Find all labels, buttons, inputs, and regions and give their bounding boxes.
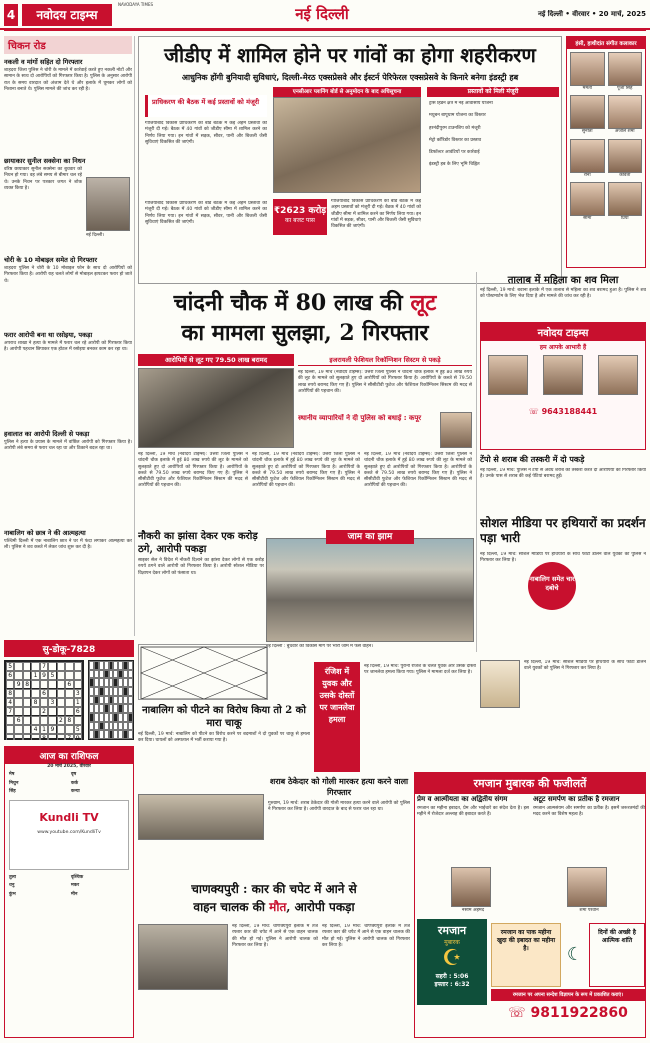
- rashi-item: कर्क: [71, 780, 79, 786]
- sudoku-title: सु-डोकू-7828: [4, 640, 134, 657]
- masthead: [0, 0, 650, 30]
- contractor-photo: [138, 794, 264, 840]
- pond-headline: तालाब में महिला का शव मिला: [507, 275, 619, 286]
- page-number: 4: [4, 4, 18, 26]
- ad-tagline: हम आपके आभारी हैं: [539, 344, 587, 351]
- ramzan-col2-body: रमजान आत्मसंयम और समर्पण का प्रतीक है। इसमें जरूरतमंदों की मदद करने का विशेष महत्व है।: [533, 806, 645, 818]
- sudoku-cell: [65, 725, 73, 734]
- story-headline: चोरी के 10 मोबाइल समेत दो गिरफ्तार: [4, 256, 98, 264]
- sudoku-cell: [14, 734, 22, 740]
- sudoku-cell: 8: [31, 698, 39, 707]
- cartoon-image: [480, 660, 520, 708]
- sudoku-cell: 9: [74, 734, 82, 740]
- sudoku-cell: [6, 734, 14, 740]
- sudoku-cell: [14, 662, 22, 671]
- tempo-headline: टेंपो से शराब की तस्करी में दो पकड़े: [480, 454, 585, 464]
- rashi-item: कुंभ: [9, 891, 16, 897]
- sudoku-cell: [65, 698, 73, 707]
- rashi-item: मीन: [71, 891, 78, 897]
- person-photo-2: [567, 867, 607, 907]
- trader-photo: [440, 412, 472, 448]
- person-name-2: शमा परवीन: [579, 908, 599, 913]
- sudoku-cell: [57, 671, 65, 680]
- ad-brand: नवोदय टाइम्स: [481, 323, 645, 341]
- winner-card: रीना: [570, 139, 605, 179]
- sudoku-cell: [23, 662, 31, 671]
- winner-card: ममता: [570, 52, 605, 92]
- sudoku-cell: [23, 671, 31, 680]
- left-column: [4, 36, 132, 636]
- sudoku-cell: 8: [6, 689, 14, 698]
- winner-card: सीमा: [570, 182, 605, 222]
- obituary-photo: [86, 177, 130, 231]
- chanakya-story: [138, 880, 410, 1040]
- rashi-item: तुला: [9, 875, 16, 881]
- column-title: चिकन रोड: [4, 36, 132, 54]
- accident-photo: [138, 924, 228, 990]
- shot-body: गुरुग्राम, 19 मार्च: शराब ठेकेदार की गोली मारकर हत्या करने वाले आरोपी को पुलिस ने गिरफ्तार कर लिया है। आरोपी वारदात के बाद से फरार चल रहा था।: [268, 801, 410, 813]
- sudoku-cell: [57, 698, 65, 707]
- story-headline: हवालात का आरोपी दिल्ली से पकड़ा: [4, 430, 90, 438]
- ramzan-section: [414, 772, 646, 1038]
- shot-headline: शराब ठेकेदार को गोली मारकर हत्या करने वाला गिरफ्तार: [269, 776, 409, 797]
- rashi-item: वृश्चिक: [71, 875, 84, 881]
- sudoku-cell: [48, 734, 56, 740]
- section-title: नई दिल्ली: [295, 5, 349, 23]
- knife-body: नई दिल्ली, 19 मार्च: नाबालिग को पीटने का विरोध करने पर बदमाशों ने दो युवकों पर चाकू से हमला कर दिया। घायलों को अस्पताल में भर्ती कराया गया है।: [138, 732, 310, 744]
- price-badge: [273, 199, 327, 235]
- ramzan-col2-head: अटूट समर्पण का प्रतीक है रमजान: [533, 795, 620, 803]
- recovery-subhead: आरोपियों से लूट गए 79.50 लाख बरामद: [138, 354, 294, 366]
- lead-box-label: प्राधिकरण की बैठक में कई प्रस्तावों को मंजूरी: [145, 95, 267, 117]
- prize-box: [566, 36, 646, 268]
- sudoku-cell: 5: [6, 662, 14, 671]
- ramzan-col1-body: रमजान का महीना इबादत, प्रेम और भाईचारे का संदेश देता है। इस महीने में रोजेदार अल्लाह की इबादत करते हैं।: [417, 806, 529, 818]
- rivalry-story: [314, 662, 360, 772]
- rashi-item: कन्या: [71, 788, 80, 794]
- sudoku-cell: 7: [40, 662, 48, 671]
- approval-point: मेट्रो कॉरिडोर विस्तार का प्रस्ताव: [429, 137, 482, 143]
- story-body: अपराध शाखा ने हत्या के मामले में फरार चल रहे आरोपी को गिरफ्तार किया है। आरोपी पहचान छिपाकर एक होटल में रसोइया बनकर काम कर रहा था।: [4, 341, 132, 353]
- winner-card: कविता: [608, 139, 643, 179]
- horoscope-box: [4, 746, 134, 1038]
- kundli-url[interactable]: www.youtube.com/KundliTv: [37, 830, 101, 836]
- ramzan-col2: [533, 795, 645, 915]
- sudoku-cell: [48, 662, 56, 671]
- rashi-item: सिंह: [9, 788, 16, 794]
- price-amount: ₹2623 करोड़: [273, 206, 327, 216]
- job-headline: नौकरी का झांसा देकर एक करोड़ ठगे, आरोपी पकड़ा: [138, 531, 258, 555]
- job-body: साइबर सेल ने विदेश में नौकरी दिलाने का झांसा देकर लोगों से एक करोड़ रुपये ठगने वाले आरोपी को गिरफ्तार किया है। आरोपी सोशल मीडिया पर विज्ञापन देकर लोगों को फंसाता था।: [138, 558, 264, 576]
- rashi-item: मिथुन: [9, 780, 19, 786]
- meeting-photo: [273, 97, 421, 193]
- knife-headline: नाबालिग को पीटने का विरोध किया तो 2 को मारा चाकू: [142, 705, 306, 729]
- ramzan-quote-2: दिनों की अच्छी है आत्मिक शांति: [589, 923, 645, 987]
- sudoku-cell: 8: [65, 716, 73, 725]
- sudoku-cell: 1: [74, 698, 82, 707]
- lead-body-lower: गाजियाबाद विकास प्राधिकरण की बोर्ड बैठक में कई अहम प्रस्तावों को मंजूरी दी गई। बैठक में 40 गांवों को जीडीए सीमा में शामिल करने का निर्णय लिया गया। इन गांवों में सड़क, सीवर, पानी और बिजली जैसी सुविधाएं विकसित की जाएंगी।: [145, 201, 267, 225]
- sudoku-cell: [31, 734, 39, 740]
- sudoku-cell: [48, 707, 56, 716]
- chanakya-headline: चाणक्यपुरी : कार की चपेट में आने से वाहन चालक की मौत, आरोपी पकड़ा: [191, 882, 357, 914]
- sudoku-cell: [74, 716, 82, 725]
- sudoku-cell: [48, 689, 56, 698]
- sudoku-cell: 4: [6, 698, 14, 707]
- tempo-body: नई दिल्ली, 19 मार्च: पुलिस ने टेंपो से अवैध शराब की तस्करी करते दो आरोपियों को गिरफ्तार किया है। उनके पास से शराब की कई पेटियां बरामद हुईं।: [480, 468, 646, 480]
- chanakya-body: नई दिल्ली, 19 मार्च: चाणक्यपुरी इलाके में तेज रफ्तार कार की चपेट में आने से एक वाहन चालक की मौत हो गई। पुलिस ने आरोपी चालक को गिरफ्तार कर लिया है।: [232, 924, 318, 948]
- sudoku-cell: 7: [6, 707, 14, 716]
- sudoku-cell: [14, 707, 22, 716]
- chandni-body: नई दिल्ली, 19 मार्च (नवोदय टाइम्स): उत्तरी जिला पुलिस ने चांदनी चौक इलाके में हुई 80 लाख रुपये की लूट के मामले को सुलझाते हुए दो आरोपियों को गिरफ्तार किया है। आरोपियों के कब्जे से 79.50 लाख रुपये बरामद किए गए हैं। पुलिस ने सीसीटीवी फुटेज और फेशियल रिकॉग्निशन सिस्टम की मदद से आरोपियों की पहचान की।: [138, 452, 248, 489]
- lead-subhead: आधुनिक होंगी बुनियादी सुविधाएं, दिल्ली-मेरठ एक्सप्रेसवे और ईस्टर्न पेरिफेरल एक्सप्रेसवे के किनारे बनेगा इंडस्ट्री हब: [181, 73, 519, 82]
- accused-photo: [138, 368, 294, 448]
- rivalry-headline: रंजिश में युवक और उसके दोस्तों पर जानलेवा हमला: [319, 667, 355, 724]
- person-photo-1: [451, 867, 491, 907]
- sudoku-cell: [31, 662, 39, 671]
- kundli-chart: [138, 644, 268, 700]
- sudoku-cell: 9: [14, 680, 22, 689]
- sudoku-cell: [23, 734, 31, 740]
- jam-section: [266, 530, 474, 654]
- story-body: शाहदरा जिला पुलिस ने चोरी के मामले में कार्रवाई करते हुए नकली नोटों और सामान के साथ दो आरोपियों को गिरफ्तार किया है। पुलिस के अनुसार आरोपी रात के समय वारदात को अंजाम देते थे और इलाके में घूमकर लोगों को निशाना बनाते थे। पुलिस मामले की जांच कर रही है।: [4, 68, 132, 92]
- sudoku-cell: 5: [48, 671, 56, 680]
- sudoku-cell: [40, 698, 48, 707]
- sudoku-cell: 6: [74, 707, 82, 716]
- sudoku-cell: 8: [23, 680, 31, 689]
- jam-banner: जाम का झाम: [326, 530, 414, 544]
- approval-point: मधुबन बापूधाम योजना का विस्तार: [429, 113, 486, 119]
- ramzan-col1: [417, 795, 529, 915]
- sudoku-cell: 6: [6, 671, 14, 680]
- sudoku-cell: [57, 707, 65, 716]
- mosque-icon: ☪: [442, 946, 462, 971]
- winner-card: पूजा सिंह: [608, 52, 643, 92]
- sudoku-cell: [57, 734, 65, 740]
- sudoku-cell: 3: [48, 698, 56, 707]
- pond-body: नई दिल्ली, 19 मार्च: बवाना इलाके में एक तालाब से महिला का शव बरामद हुआ है। पुलिस ने शव को पोस्टमार्टम के लिए भेज दिया है और मामले की जांच कर रही है।: [480, 288, 646, 300]
- chanakya-body-col2: नई दिल्ली, 19 मार्च: चाणक्यपुरी इलाके में तेज रफ्तार कार की चपेट में आने से एक वाहन चालक की मौत हो गई। पुलिस ने आरोपी चालक को गिरफ्तार कर लिया है।: [322, 924, 410, 948]
- sudoku-cell: [6, 725, 14, 734]
- lead-headline: जीडीए में शामिल होने पर गांवों का होगा शहरीकरण: [164, 43, 536, 67]
- lead-story: [138, 36, 562, 284]
- sudoku-cell: [31, 689, 39, 698]
- approval-banner: प्रस्तावों को मिली मंजूरी: [427, 87, 559, 97]
- sudoku-cell: 2: [40, 707, 48, 716]
- weapons-body-continued: नई दिल्ली, 19 मार्च: सोशल मीडिया पर हथियारों के साथ फोटो डालने वाले युवकों को पुलिस ने गिरफ्तार कर लिया है।: [524, 660, 646, 672]
- ramzan-quote-1: रमजान का पाक महीना खुदा की इबादत का महीना है।: [491, 923, 561, 987]
- ramzan-timing-card: [417, 919, 487, 1005]
- sudoku-cell: [14, 671, 22, 680]
- sudoku-cell: [65, 662, 73, 671]
- chandni-body-col2: नई दिल्ली, 19 मार्च (नवोदय टाइम्स): उत्तरी जिला पुलिस ने चांदनी चौक इलाके में हुई 80 लाख रुपये की लूट के मामले को सुलझाते हुए दो आरोपियों को गिरफ्तार किया है। आरोपियों के कब्जे से 79.50 लाख रुपये बरामद किए गए हैं। पुलिस ने सीसीटीवी फुटेज और फेशियल रिकॉग्निशन सिस्टम की मदद से आरोपियों की पहचान की।: [252, 452, 360, 489]
- rivalry-body: नई दिल्ली, 19 मार्च: पुरानी रंजिश के चलते युवक और उसके दोस्तों पर जानलेवा हमला किया गया। पुलिस ने मामला दर्ज कर लिया है।: [364, 664, 476, 676]
- crossword-grid: [88, 660, 134, 740]
- approval-point: हरनंदीपुरम टाउनशिप को मंजूरी: [429, 125, 481, 131]
- arrest-badge: नाबालिग समेत चार दबोचे: [528, 562, 576, 610]
- prize-box-title: हंसी, हाथीदांत संगीत कलाकार: [567, 37, 645, 49]
- sudoku-cell: [31, 680, 39, 689]
- sudoku-cell: [23, 725, 31, 734]
- weapons-body: नई दिल्ली, 19 मार्च: सोशल मीडिया पर हथियारों के साथ फोटो डालने वाले युवकों को पुलिस ने गिरफ्तार कर लिया है।: [480, 552, 646, 564]
- obituary-body: वरिष्ठ छायाकार सुनील सक्सेना का बुधवार को निधन हो गया। वह लंबे समय से बीमार चल रहे थे। उनके निधन पर पत्रकार जगत ने शोक व्यक्त किया है।: [4, 167, 82, 191]
- sudoku-cell: [6, 716, 14, 725]
- sudoku-cell: [65, 671, 73, 680]
- sudoku-cell: [14, 689, 22, 698]
- sudoku-cell: [74, 680, 82, 689]
- lead-body: गाजियाबाद विकास प्राधिकरण की बोर्ड बैठक में कई अहम प्रस्तावों को मंजूरी दी गई। बैठक में 40 गांवों को जीडीए सीमा में शामिल करने का निर्णय लिया गया। इन गांवों में सड़क, सीवर, पानी और बिजली जैसी सुविधाएं विकसित की जाएंगी।: [145, 121, 267, 145]
- approval-point: इंडस्ट्री हब के लिए भूमि चिह्नित: [429, 162, 480, 168]
- facial-subhead: इजरायली फेशियल रिकॉग्निशन सिस्टम से पकड़े: [298, 354, 472, 366]
- winner-card: प्रिया: [608, 182, 643, 222]
- lead-body-continued: गाजियाबाद विकास प्राधिकरण की बोर्ड बैठक में कई अहम प्रस्तावों को मंजूरी दी गई। बैठक में 40 गांवों को जीडीए सीमा में शामिल करने का निर्णय लिया गया। इन गांवों में सड़क, सीवर, पानी और बिजली जैसी सुविधाएं विकसित की जाएंगी।: [331, 199, 421, 230]
- sudoku-cell: [14, 725, 22, 734]
- sudoku-cell: [40, 680, 48, 689]
- sudoku-cell: [57, 662, 65, 671]
- newspaper-ad: [480, 322, 646, 450]
- kundli-chart-svg: [139, 645, 268, 700]
- winner-card: सुनीता: [570, 95, 605, 135]
- sudoku-cell: 5: [74, 725, 82, 734]
- story-headline: नाबालिग को छात्र ने की आत्महत्या: [4, 529, 86, 537]
- sudoku-cell: [57, 680, 65, 689]
- rashi-item: मकर: [71, 883, 80, 889]
- sudoku-cell: [31, 707, 39, 716]
- sudoku-cell: 8: [40, 734, 48, 740]
- story-body: पश्चिमी दिल्ली में एक नाबालिग छात्र ने घर में फंदा लगाकर आत्महत्या कर ली। पुलिस ने शव कब्जे में लेकर जांच शुरू कर दी है।: [4, 539, 132, 551]
- winner-card: अंजलि शर्मा: [608, 95, 643, 135]
- obituary-caption: नई दिल्ली।: [86, 233, 105, 238]
- mubarak-word: मुबारक: [444, 939, 460, 946]
- prayer-icon: ☾: [566, 944, 584, 965]
- approval-point: डिफॉल्टर आवंटियों पर कार्रवाई: [429, 150, 480, 156]
- rashi-item: धनु: [9, 883, 15, 889]
- sudoku-cell: 9: [48, 725, 56, 734]
- sudoku-cell: 7: [65, 734, 73, 740]
- sudoku-cell: [40, 716, 48, 725]
- chandni-story: [138, 288, 472, 528]
- story-headline: फरार आरोपी बना था रसोइया, पकड़ा: [4, 331, 93, 339]
- horoscope-date: 20 मार्च 2025, वीरवार: [47, 764, 91, 769]
- approval-list: [429, 101, 557, 281]
- sudoku-cell: 3: [74, 689, 82, 698]
- facial-body: नई दिल्ली, 19 मार्च (नवोदय टाइम्स): उत्तरी जिला पुलिस ने चांदनी चौक इलाके में हुई 80 लाख रुपये की लूट के मामले को सुलझाते हुए दो आरोपियों को गिरफ्तार किया है। आरोपियों के कब्जे से 79.50 लाख रुपये बरामद किए गए हैं। पुलिस ने सीसीटीवी फुटेज और फेशियल रिकॉग्निशन सिस्टम की मदद से आरोपियों की पहचान की।: [298, 370, 472, 394]
- dateline: नई दिल्ली • वीरवार • 20 मार्च, 2025: [537, 10, 646, 18]
- sudoku-cell: [65, 707, 73, 716]
- ramzan-word: रमजान: [437, 924, 467, 937]
- rashi-item: वृष: [71, 772, 77, 778]
- sudoku-cell: [23, 716, 31, 725]
- sudoku-cell: 1: [31, 671, 39, 680]
- job-story: [138, 530, 264, 638]
- paper-small-tag: NAVODAYA TIMES: [118, 2, 154, 7]
- sudoku-cell: [57, 689, 65, 698]
- sudoku-cell: [31, 716, 39, 725]
- paper-logo: नवोदय टाइम्स: [22, 4, 112, 26]
- sudoku-cell: [48, 716, 56, 725]
- obituary-headline: छायाकार सुनील सक्सेना का निधन: [4, 157, 86, 165]
- sudoku-cell: [23, 707, 31, 716]
- sudoku-cell: [14, 698, 22, 707]
- sudoku-cell: [48, 680, 56, 689]
- price-label: का बजट पास: [285, 217, 315, 224]
- sudoku-cell: [23, 689, 31, 698]
- story-headline: नकली व मांगों सहित दो गिरफ्तार: [4, 58, 83, 66]
- chandni-body-col3: नई दिल्ली, 19 मार्च (नवोदय टाइम्स): उत्तरी जिला पुलिस ने चांदनी चौक इलाके में हुई 80 लाख रुपये की लूट के मामले को सुलझाते हुए दो आरोपियों को गिरफ्तार किया है। आरोपियों के कब्जे से 79.50 लाख रुपये बरामद किए गए हैं। पुलिस ने सीसीटीवी फुटेज और फेशियल रिकॉग्निशन सिस्टम की मदद से आरोपियों की पहचान की।: [364, 452, 472, 489]
- sudoku-cell: 6: [65, 680, 73, 689]
- sudoku-cell: [23, 698, 31, 707]
- sudoku-cell: 6: [40, 689, 48, 698]
- right-column: [480, 272, 646, 652]
- jam-caption: नई दिल्ली : बुधवार को विकास मार्ग पर भारी जाम में फंसे वाहन।: [266, 644, 373, 649]
- sudoku-cell: [65, 689, 73, 698]
- ramzan-col1-head: प्रेम व आत्मीयता का अद्वितीय संगम: [417, 795, 508, 803]
- trader-subhead: स्थानीय व्यापारियों ने दी पुलिस को बधाई : कपूर: [298, 414, 422, 422]
- sudoku-cell: [57, 725, 65, 734]
- sudoku-grid: [4, 660, 84, 740]
- ramzan-ad-line: रमजान पर अपना सन्देश विज्ञापन के रूप में प्रकाशित कराएं।: [491, 989, 645, 1001]
- iftar-time: इफ्तार : 6:32: [434, 981, 470, 988]
- sudoku-cell: 6: [14, 716, 22, 725]
- sudoku-cell: 1: [40, 725, 48, 734]
- sudoku-cell: [6, 680, 14, 689]
- sudoku-cell: 2: [57, 716, 65, 725]
- person-name-1: नसीम अहमद: [461, 908, 485, 913]
- sudoku-cell: [74, 671, 82, 680]
- approval-point: ट्रांस हिंडन क्षेत्र में नई आवासीय योजना: [429, 101, 493, 106]
- ad-phone[interactable]: ☏ 9643188441: [528, 407, 598, 416]
- weapons-headline: सोशल मीडिया पर हथियारों का प्रदर्शन पड़ा भारी: [480, 516, 646, 545]
- ncr-banner: एनसीआर प्लानिंग बोर्ड से अनुमोदन के बाद अधिसूचना: [273, 87, 421, 97]
- kundli-ad: [9, 800, 129, 870]
- chandni-headline: चांदनी चौक में 80 लाख की लूट का मामला सुलझा, 2 गिरफ्तार: [173, 290, 437, 346]
- ramzan-ad-phone[interactable]: ☏ 9811922860: [508, 1005, 628, 1021]
- story-body: शाहदरा पुलिस ने चोरी के 10 मोबाइल फोन के साथ दो आरोपियों को गिरफ्तार किया है। आरोपी राह चलते लोगों से मोबाइल झपटकर फरार हो जाते थे।: [4, 266, 132, 284]
- kundli-logo: Kundli TV: [39, 811, 99, 825]
- sudoku-cell: 4: [31, 725, 39, 734]
- traffic-jam-photo: [266, 538, 474, 642]
- sudoku-cell: [74, 662, 82, 671]
- sehri-time: सहरी : 5:06: [435, 973, 469, 980]
- story-body: पुलिस ने हत्या के प्रयास के मामले में वांछित आरोपी को गिरफ्तार किया है। आरोपी लंबे समय से फरार चल रहा था और ठिकाने बदल रहा था।: [4, 440, 132, 452]
- rashi-item: मेष: [9, 772, 15, 778]
- sudoku-cell: 9: [40, 671, 48, 680]
- ramzan-banner: रमजान मुबारक की फजीलतें: [415, 773, 645, 794]
- horoscope-title: आज का राशिफल: [5, 747, 133, 764]
